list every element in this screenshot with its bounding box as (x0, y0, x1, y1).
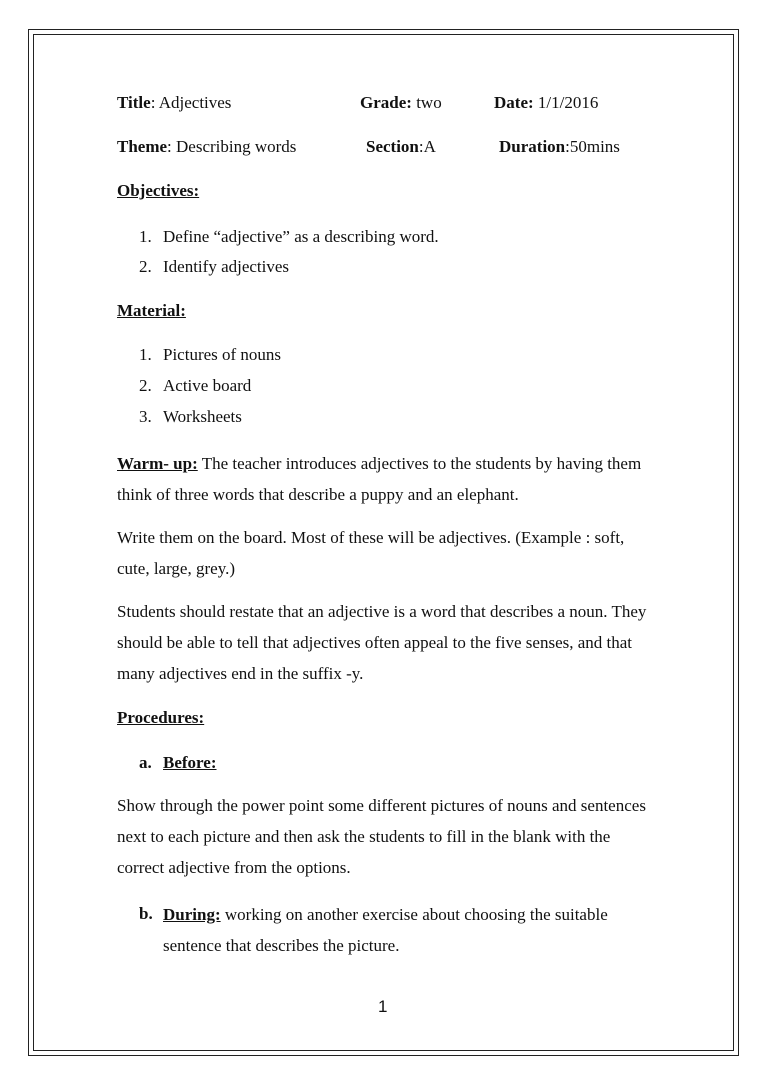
duration-value: :50mins (565, 137, 620, 156)
procedure-before-text: Show through the power point some different pictures of nouns and sentences next to each picture and then ask the students to fill in the blank with the correct adjective from the options. (117, 796, 646, 877)
procedure-during-number (139, 904, 153, 924)
procedure-during-text: working on another exercise about choosing the suitable sentence that describes the picture. (163, 905, 608, 955)
title-value: : Adjectives (150, 93, 232, 112)
write-paragraph: Write them on the board. Most of these will be adjectives. (Example : soft, cute, large, grey.) (117, 528, 625, 578)
warmup-text: The teacher introduces adjectives to the students by having them think of three words that describe a puppy and an elephant. (117, 454, 642, 504)
objectives-heading: Objectives: (117, 181, 200, 200)
material-heading: Material: (117, 301, 186, 320)
date-value: 1/1/2016 (533, 93, 599, 112)
list-item-text: Active board (163, 376, 252, 395)
title-field (117, 93, 231, 113)
procedure-during (163, 899, 653, 961)
list-item-number: 2. (139, 257, 152, 276)
theme-value: : Describing words (167, 137, 297, 156)
list-item-text: Pictures of nouns (163, 345, 282, 364)
section-field (366, 137, 436, 157)
page-number: 1 (378, 997, 388, 1016)
warmup-paragraph (117, 448, 657, 510)
warmup-label: Warm- up: (117, 454, 198, 473)
list-item (139, 227, 439, 247)
theme-field (117, 137, 296, 157)
students-paragraph: Students should restate that an adjective is a word that describes a noun. They should be able to tell that adjectives often appeal to the five senses, and that many adjectives end in the suffix -y. (117, 602, 647, 683)
date-field (494, 93, 598, 113)
list-item (139, 376, 251, 396)
procedures-heading: Procedures: (117, 708, 205, 727)
duration-field (499, 137, 620, 157)
title-label: Title (117, 93, 151, 112)
section-label: Section (366, 137, 419, 156)
list-item (139, 345, 281, 365)
grade-value: two (411, 93, 442, 112)
list-item (139, 407, 242, 427)
section-value: :A (418, 137, 436, 156)
list-item-text: Worksheets (163, 407, 242, 426)
list-item-number: 2. (139, 376, 152, 395)
list-item-text: Define “adjective” as a describing word. (163, 227, 439, 246)
procedure-before (139, 753, 217, 773)
list-item-number: 1. (139, 227, 152, 246)
date-label: Date: (494, 93, 534, 112)
grade-field (360, 93, 442, 113)
list-item-text: Identify adjectives (163, 257, 290, 276)
list-item-number: 1. (139, 345, 152, 364)
duration-label: Duration (499, 137, 566, 156)
procedure-before-label: Before: (163, 753, 217, 772)
procedure-during-letter: b. (139, 904, 153, 923)
grade-label: Grade: (360, 93, 412, 112)
list-item-number: 3. (139, 407, 152, 426)
theme-label: Theme (117, 137, 168, 156)
list-item (139, 257, 289, 277)
procedure-before-letter: a. (139, 753, 152, 772)
procedure-during-label: During: (163, 905, 221, 924)
